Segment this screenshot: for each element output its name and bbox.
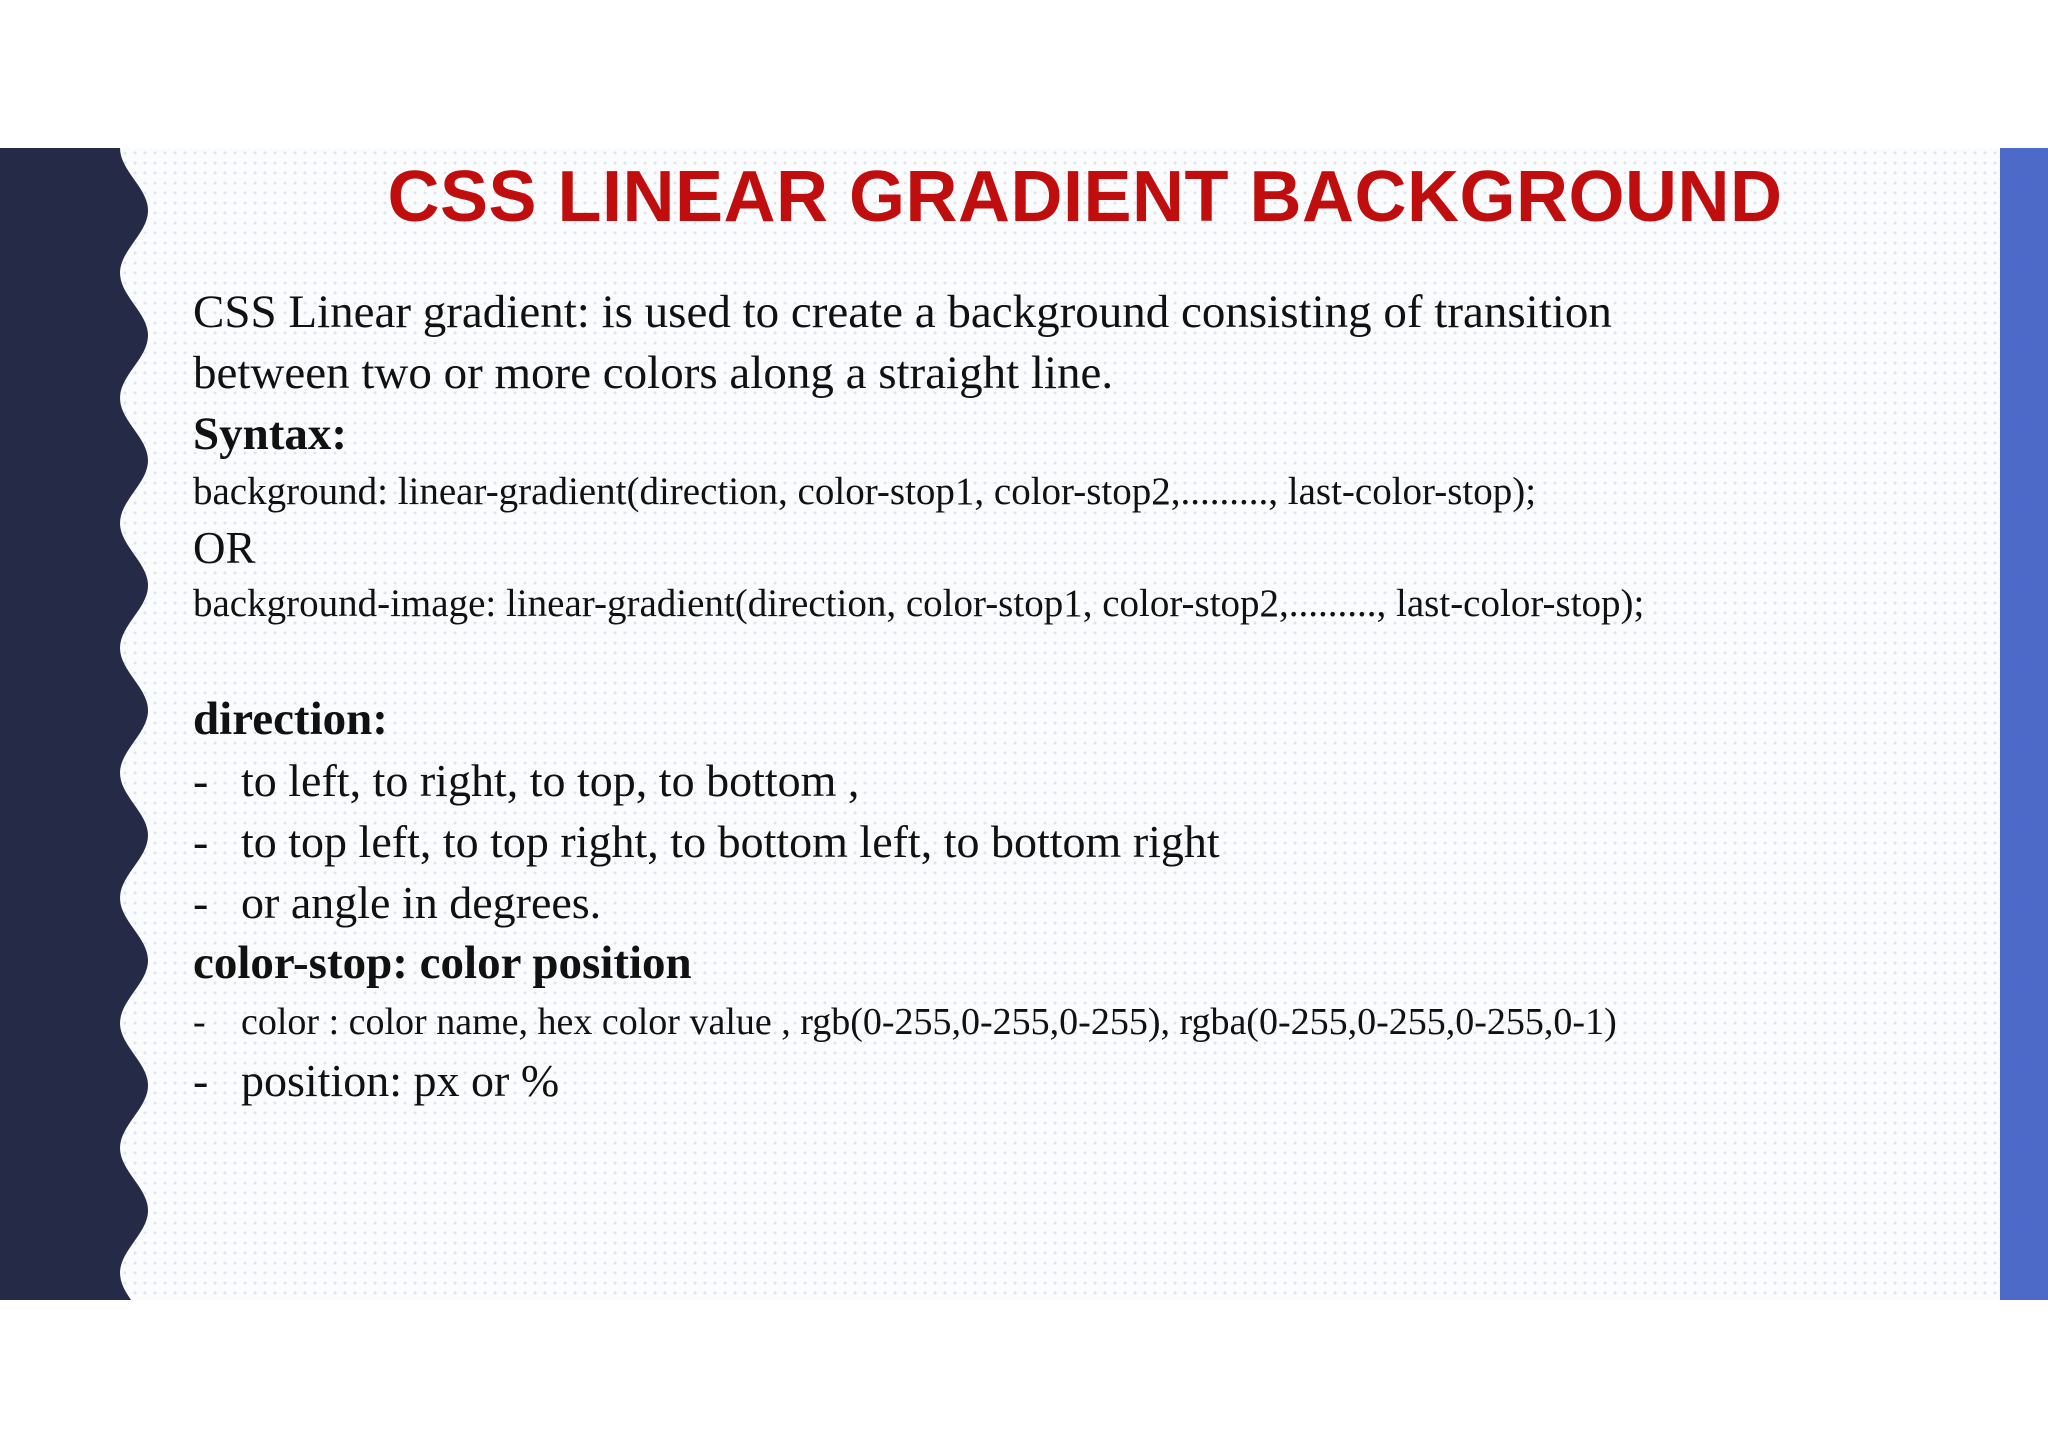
direction-item-text: or angle in degrees. <box>241 877 602 928</box>
direction-item <box>193 811 1973 872</box>
colorstop-item <box>193 1050 1973 1111</box>
direction-item <box>193 750 1973 811</box>
intro-line-2: between two or more colors along a straight line. <box>193 347 1114 399</box>
bullet-dash: - <box>193 877 209 928</box>
left-wave-band <box>0 148 160 1300</box>
slide-title: CSS LINEAR GRADIENT BACKGROUND <box>387 157 1783 237</box>
syntax-line-background-image: background-image: linear-gradient(direction, color-stop1, color-stop2,........., last-color-stop); <box>193 582 1645 625</box>
direction-item-text: to top left, to top right, to bottom left, to bottom right <box>241 816 1220 867</box>
right-accent-bar <box>2000 148 2048 1300</box>
bullet-dash: - <box>193 1055 209 1106</box>
syntax-line-background: background: linear-gradient(direction, color-stop1, color-stop2,........., last-color-stop); <box>193 470 1537 513</box>
colorstop-item-text: position: px or % <box>241 1055 560 1106</box>
direction-heading: direction: <box>193 693 388 745</box>
slide <box>0 148 2048 1300</box>
colorstop-heading: color-stop: color position <box>193 937 692 989</box>
intro-line-1: CSS Linear gradient: is used to create a background consisting of transition <box>193 286 1612 338</box>
direction-item <box>193 872 1973 933</box>
colorstop-item <box>193 994 1973 1050</box>
spacer <box>193 631 1973 689</box>
bullet-dash: - <box>193 816 209 867</box>
bullet-dash: - <box>193 755 209 806</box>
syntax-heading: Syntax: <box>193 408 348 460</box>
direction-item-text: to left, to right, to top, to bottom , <box>241 755 860 806</box>
slide-body <box>193 282 1973 1111</box>
colorstop-item-text: color : color name, hex color value , rgb(0-255,0-255,0-255), rgba(0-255,0-255,0-255,0-1) <box>241 1001 1617 1043</box>
or-separator: OR <box>193 523 256 573</box>
bullet-dash: - <box>193 1001 206 1043</box>
